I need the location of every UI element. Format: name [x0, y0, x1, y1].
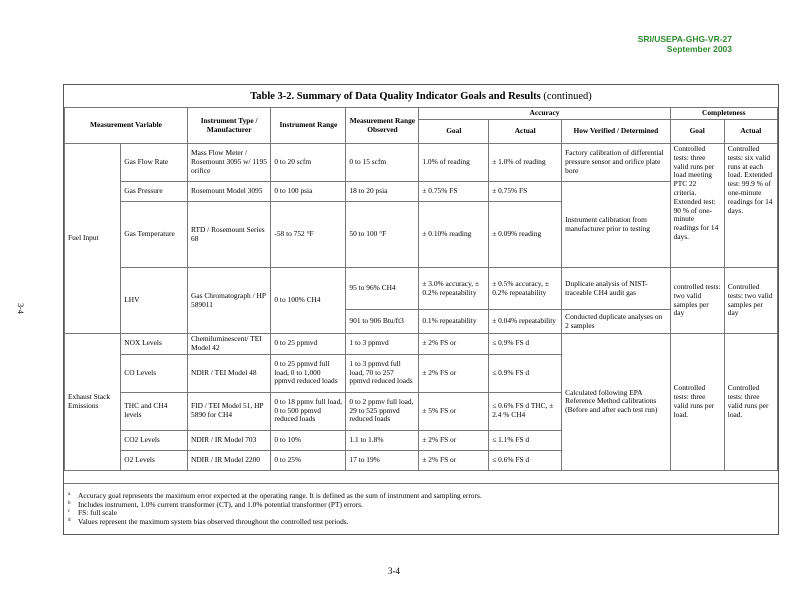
cell-measurement-range: 0 to 15 scfm [346, 144, 419, 182]
cell-instrument: NDIR / IR Model 703 [188, 430, 271, 450]
cell-completeness-actual: Controlled tests: six valid runs at each load. Extended test: 99.9 % of one-minute readings for 14 days. [724, 144, 777, 268]
cell-completeness-goal: controlled tests: two valid samples per day [670, 268, 724, 334]
header-accuracy: Accuracy [419, 108, 670, 120]
cell-instrument: Mass Flow Meter / Rosemount 3095 w/ 1195 orifice [188, 144, 271, 182]
group-exhaust-stack: Exhaust Stack Emissions [65, 334, 121, 471]
cell-measurement-range: 0 to 2 ppmv full load, 29 to 525 ppmvd reduced loads [346, 392, 419, 430]
cell-actual: ± 0.04% repeatability [489, 310, 562, 334]
cell-actual: ± 0.09% reading [489, 202, 562, 268]
cell-goal: ± 2% FS or [419, 354, 489, 392]
cell-measurement-range: 901 to 906 Btu/ft3 [346, 310, 419, 334]
cell-instrument: FID / TEI Model 51, HP 5890 for CH4 [188, 392, 271, 430]
cell-instrument-range: 0 to 10% [271, 430, 346, 450]
cell-measurement-range: 1.1 to 1.8% [346, 430, 419, 450]
cell-actual: ≤ 0.9% FS d [489, 354, 562, 392]
cell-variable: CO Levels [121, 354, 188, 392]
cell-measurement-range: 18 to 20 psia [346, 182, 419, 202]
cell-actual: ≤ 1.1% FS d [489, 430, 562, 450]
cell-verified: Instrument calibration from manufacturer prior to testing [562, 182, 670, 268]
cell-goal: ± 2% FS or [419, 430, 489, 450]
cell-goal: ± 2% FS or [419, 334, 489, 355]
header-completeness: Completeness [670, 108, 777, 120]
header-instrument-type: Instrument Type / Manufacturer [188, 108, 271, 144]
table-row [65, 268, 778, 310]
cell-actual: ≤ 0.9% FS d [489, 334, 562, 355]
cell-actual: ± 0.75% FS [489, 182, 562, 202]
side-page-number: 3-4 [15, 303, 25, 314]
cell-variable: CO2 Levels [121, 430, 188, 450]
footnote: b Includes instrument, 1.0% current transformer (CT), and 1.0% potential transformer (PT) errors. [68, 499, 363, 509]
document-date: September 2003 [666, 44, 732, 54]
cell-instrument: NDIR / IR Model 2200 [188, 450, 271, 470]
cell-measurement-range: 1 to 3 ppmvd full load, 70 to 257 ppmvd reduced loads [346, 354, 419, 392]
footnote: d Values represent the maximum system bias observed throughout the controlled test periods. [68, 516, 349, 526]
cell-variable: Gas Temperature [121, 202, 188, 268]
cell-instrument-range: 0 to 20 scfm [271, 144, 346, 182]
cell-variable: THC and CH4 levels [121, 392, 188, 430]
header-accuracy-actual: Actual [489, 120, 562, 144]
header-how-verified: How Verified / Determined [562, 120, 670, 144]
cell-variable: O2 Levels [121, 450, 188, 470]
cell-goal: ± 0.10% reading [419, 202, 489, 268]
header-completeness-actual: Actual [724, 120, 777, 144]
cell-goal: ± 2% FS or [419, 450, 489, 470]
header-completeness-goal: Goal [670, 120, 724, 144]
cell-actual: ≤ 0.6% FS d THC, ± 2.4 % CH4 [489, 392, 562, 430]
table-row [65, 144, 778, 182]
cell-actual: ≤ 0.6% FS d [489, 450, 562, 470]
data-quality-table [64, 107, 778, 471]
cell-measurement-range: 1 to 3 ppmvd [346, 334, 419, 355]
cell-instrument: Chemiluminescent/ TEI Model 42 [188, 334, 271, 355]
cell-variable: Gas Flow Rate [121, 144, 188, 182]
footnote: a Accuracy goal represents the maximum error expected at the operating range. It is defined as the sum of instrument and sampling errors. [68, 491, 482, 500]
cell-variable: LHV [121, 268, 188, 334]
cell-instrument-range: 0 to 25 ppmvd [271, 334, 346, 355]
cell-verified: Duplicate analysis of NIST-traceable CH4 audit gas [562, 268, 670, 310]
table-row [65, 334, 778, 355]
cell-completeness-actual: Controlled tests: three valid runs per load. [724, 334, 777, 471]
cell-variable: Gas Pressure [121, 182, 188, 202]
table-frame [63, 84, 779, 535]
header-measurement-range: Measurement Range Observed [346, 108, 419, 144]
cell-completeness-goal: Controlled tests: three valid runs per load meeting PTC 22 criteria. Extended test: 90 % of one-minute readings for 14 days. [670, 144, 724, 268]
cell-instrument-range: 0 to 100% CH4 [271, 268, 346, 334]
table-title: Table 3-2. Summary of Data Quality Indicator Goals and Results (continued) [250, 91, 592, 102]
cell-measurement-range: 95 to 96% CH4 [346, 268, 419, 310]
header-instrument-range: Instrument Range [271, 108, 346, 144]
cell-goal: 1.0% of reading [419, 144, 489, 182]
cell-goal: ± 0.75% FS [419, 182, 489, 202]
cell-instrument-range: 0 to 25% [271, 450, 346, 470]
cell-actual: ± 0.5% accuracy, ± 0.2% repeatability [489, 268, 562, 310]
header-measurement-variable: Measurement Variable [65, 108, 188, 144]
cell-instrument: NDIR / TEI Model 48 [188, 354, 271, 392]
group-fuel-input: Fuel Input [65, 144, 121, 334]
cell-measurement-range: 50 to 100 °F [346, 202, 419, 268]
cell-goal: ± 3.0% accuracy, ± 0.2% repeatability [419, 268, 489, 310]
cell-instrument-range: 0 to 25 ppmvd full load, 0 to 1,000 ppmvd reduced loads [271, 354, 346, 392]
cell-goal: 0.1% repeatability [419, 310, 489, 334]
cell-instrument: Gas Chromatograph / HP 589011 [188, 268, 271, 334]
cell-goal: ± 5% FS or [419, 392, 489, 430]
cell-completeness-actual: Controlled tests: two valid samples per day [724, 268, 777, 334]
cell-measurement-range: 17 to 19% [346, 450, 419, 470]
cell-verified: Conducted duplicate analyses on 2 samples [562, 310, 670, 334]
header-accuracy-goal: Goal [419, 120, 489, 144]
document-id: SRI/USEPA-GHG-VR-27 [637, 34, 732, 44]
cell-verified: Factory calibration of differential pressure sensor and orifice plate bore [562, 144, 670, 182]
cell-variable: NOX Levels [121, 334, 188, 355]
page-number: 3-4 [388, 566, 400, 576]
cell-instrument: Rosemount Model 3095 [188, 182, 271, 202]
document-header [638, 34, 732, 54]
cell-instrument: RTD / Rosemount Series 68 [188, 202, 271, 268]
cell-actual: ± 1.0% of reading [489, 144, 562, 182]
cell-instrument-range: 0 to 18 ppmv full load, 0 to 500 ppmvd reduced loads [271, 392, 346, 430]
footnote: c FS: full scale [68, 508, 118, 518]
footnotes [64, 483, 778, 526]
cell-instrument-range: -58 to 752 °F [271, 202, 346, 268]
cell-instrument-range: 0 to 100 psia [271, 182, 346, 202]
cell-completeness-goal: Controlled tests: three valid runs per load. [670, 334, 724, 471]
cell-verified: Calculated following EPA Reference Method calibrations (Before and after each test run) [562, 334, 670, 471]
